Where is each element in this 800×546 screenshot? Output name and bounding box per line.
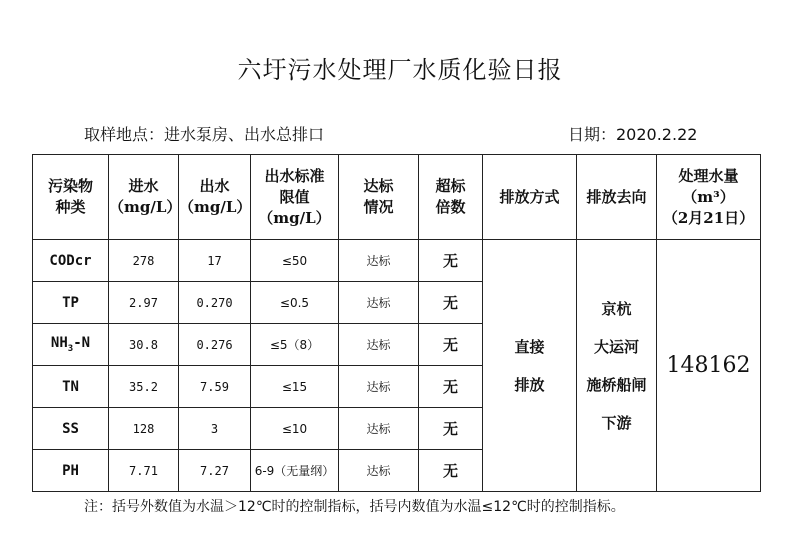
exceed-multiple: 无 (419, 450, 483, 492)
footnote: 注：括号外数值为水温＞12℃时的控制指标，括号内数值为水温≤12℃时的控制指标。 (84, 499, 625, 515)
treated-volume-cell: 148162 (657, 240, 761, 492)
pollutant-name: TP (33, 282, 109, 324)
pollutant-name: PH (33, 450, 109, 492)
header-compliance: 达标 情况 (339, 155, 419, 240)
exceed-multiple: 无 (419, 324, 483, 366)
pollutant-name: $NH_3-N$ (33, 324, 109, 366)
pollutant-name: CODcr (33, 240, 109, 282)
influent-value: 278 (109, 240, 179, 282)
standard-limit: ≤5（8） (251, 324, 339, 366)
header-discharge-direction: 排放去向 (577, 155, 657, 240)
pollutant-name: TN (33, 366, 109, 408)
pollutant-name: SS (33, 408, 109, 450)
effluent-value: 7.59 (179, 366, 251, 408)
effluent-value: 3 (179, 408, 251, 450)
discharge-direction-cell: 京杭 大运河 施桥船闸 下游 (577, 240, 657, 492)
exceed-multiple: 无 (419, 240, 483, 282)
influent-value: 35.2 (109, 366, 179, 408)
report-title: 六圩污水处理厂水质化验日报 (237, 56, 563, 84)
table-row (33, 240, 761, 282)
effluent-value: 0.276 (179, 324, 251, 366)
standard-limit: ≤15 (251, 366, 339, 408)
compliance-status: 达标 (339, 450, 419, 492)
header-effluent: 出水 （mg/L） (179, 155, 251, 240)
exceed-multiple: 无 (419, 366, 483, 408)
effluent-value: 17 (179, 240, 251, 282)
compliance-status: 达标 (339, 240, 419, 282)
exceed-multiple: 无 (419, 408, 483, 450)
header-pollutant: 污染物 种类 (33, 155, 109, 240)
effluent-value: 0.270 (179, 282, 251, 324)
header-exceed: 超标 倍数 (419, 155, 483, 240)
standard-limit: ≤10 (251, 408, 339, 450)
compliance-status: 达标 (339, 282, 419, 324)
influent-value: 2.97 (109, 282, 179, 324)
compliance-status: 达标 (339, 366, 419, 408)
header-volume: 处理水量 （m³） （2月21日） (657, 155, 761, 240)
compliance-status: 达标 (339, 324, 419, 366)
discharge-method-cell: 直接 排放 (483, 240, 577, 492)
water-quality-table (32, 154, 761, 492)
header-discharge-method: 排放方式 (483, 155, 577, 240)
report-date: 日期：2020.2.22 (568, 125, 698, 144)
exceed-multiple: 无 (419, 282, 483, 324)
standard-limit: ≤0.5 (251, 282, 339, 324)
sampling-location: 取样地点：进水泵房、出水总排口 (84, 125, 325, 144)
header-standard: 出水标准 限值 （mg/L） (251, 155, 339, 240)
influent-value: 30.8 (109, 324, 179, 366)
influent-value: 128 (109, 408, 179, 450)
compliance-status: 达标 (339, 408, 419, 450)
header-influent: 进水 （mg/L） (109, 155, 179, 240)
influent-value: 7.71 (109, 450, 179, 492)
standard-limit: ≤50 (251, 240, 339, 282)
effluent-value: 7.27 (179, 450, 251, 492)
standard-limit: 6-9（无量纲） (251, 450, 339, 492)
header-row (33, 155, 761, 240)
